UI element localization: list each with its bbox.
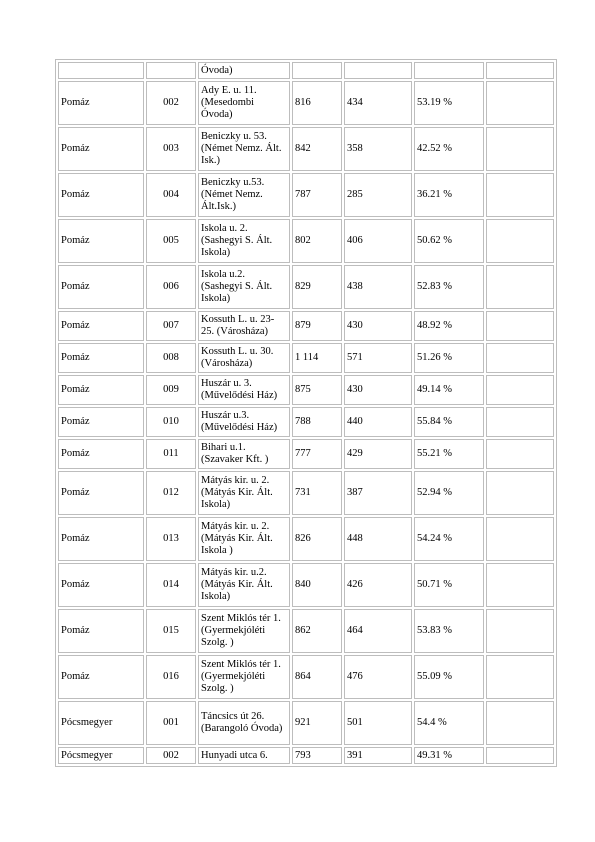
voters-cell: 862 [292,609,342,653]
district-cell: 005 [146,219,196,263]
settlement-cell [58,62,144,79]
district-cell: 007 [146,311,196,341]
turnout-cell: 55.09 % [414,655,484,699]
turnout-cell: 53.19 % [414,81,484,125]
address-cell: Kossuth L. u. 23-25. (Városháza) [198,311,290,341]
voters-cell: 840 [292,563,342,607]
settlement-cell: Pomáz [58,439,144,469]
voters-cell: 787 [292,173,342,217]
settlement-cell: Pomáz [58,517,144,561]
address-cell: Kossuth L. u. 30. (Városháza) [198,343,290,373]
district-cell: 015 [146,609,196,653]
table-row [58,439,554,469]
extra-cell [486,375,554,405]
votes-cell: 406 [344,219,412,263]
table-row [58,407,554,437]
extra-cell [486,563,554,607]
address-cell: Mátyás kir. u. 2. (Mátyás Kir. Ált. Iskola ) [198,517,290,561]
table-row [58,81,554,125]
settlement-cell: Pomáz [58,127,144,171]
district-cell [146,62,196,79]
turnout-cell [414,62,484,79]
turnout-cell: 52.83 % [414,265,484,309]
district-cell: 016 [146,655,196,699]
address-cell: Huszár u.3. (Művelődési Ház) [198,407,290,437]
voters-cell: 921 [292,701,342,745]
votes-cell: 391 [344,747,412,764]
voters-cell: 731 [292,471,342,515]
table-row [58,375,554,405]
address-cell: Beniczky u.53. (Német Nemz. Ált.Isk.) [198,173,290,217]
votes-cell: 476 [344,655,412,699]
address-cell: Mátyás kir. u. 2. (Mátyás Kir. Ált. Iskola) [198,471,290,515]
extra-cell [486,311,554,341]
address-cell: Iskola u.2. (Sashegyi S. Ált. Iskola) [198,265,290,309]
settlement-cell: Pomáz [58,311,144,341]
address-cell: Táncsics út 26. (Barangoló Óvoda) [198,701,290,745]
turnout-cell: 36.21 % [414,173,484,217]
table-row [58,127,554,171]
settlement-cell: Pomáz [58,655,144,699]
district-cell: 011 [146,439,196,469]
votes-cell: 430 [344,375,412,405]
voters-cell: 788 [292,407,342,437]
turnout-cell: 53.83 % [414,609,484,653]
settlement-cell: Pócsmegyer [58,747,144,764]
extra-cell [486,407,554,437]
district-cell: 002 [146,81,196,125]
settlement-cell: Pomáz [58,219,144,263]
votes-cell: 440 [344,407,412,437]
extra-cell [486,517,554,561]
address-cell: Hunyadi utca 6. [198,747,290,764]
turnout-cell: 48.92 % [414,311,484,341]
table-row [58,609,554,653]
district-cell: 013 [146,517,196,561]
turnout-cell: 55.84 % [414,407,484,437]
votes-cell: 285 [344,173,412,217]
settlement-cell: Pomáz [58,173,144,217]
extra-cell [486,62,554,79]
voters-cell: 842 [292,127,342,171]
votes-cell: 434 [344,81,412,125]
extra-cell [486,173,554,217]
votes-cell: 387 [344,471,412,515]
extra-cell [486,219,554,263]
votes-cell: 429 [344,439,412,469]
extra-cell [486,81,554,125]
turnout-cell: 49.31 % [414,747,484,764]
voters-cell: 875 [292,375,342,405]
district-cell: 009 [146,375,196,405]
voters-cell: 1 114 [292,343,342,373]
voters-cell: 816 [292,81,342,125]
extra-cell [486,127,554,171]
extra-cell [486,747,554,764]
turnout-cell: 49.14 % [414,375,484,405]
district-cell: 003 [146,127,196,171]
settlement-cell: Pomáz [58,81,144,125]
district-cell: 008 [146,343,196,373]
table-row [58,517,554,561]
address-cell: Mátyás kir. u.2. (Mátyás Kir. Ált. Iskola) [198,563,290,607]
settlement-cell: Pomáz [58,375,144,405]
voters-cell: 777 [292,439,342,469]
table-row [58,471,554,515]
district-cell: 006 [146,265,196,309]
district-cell: 004 [146,173,196,217]
votes-cell: 438 [344,265,412,309]
address-cell: Beniczky u. 53. (Német Nemz. Ált. Isk.) [198,127,290,171]
table-row [58,219,554,263]
extra-cell [486,265,554,309]
extra-cell [486,609,554,653]
turnout-cell: 52.94 % [414,471,484,515]
polling-station-table [55,59,557,767]
settlement-cell: Pomáz [58,343,144,373]
turnout-cell: 50.71 % [414,563,484,607]
district-cell: 012 [146,471,196,515]
votes-cell: 426 [344,563,412,607]
voters-cell: 793 [292,747,342,764]
address-cell: Óvoda) [198,62,290,79]
settlement-cell: Pócsmegyer [58,701,144,745]
extra-cell [486,701,554,745]
address-cell: Szent Miklós tér 1. (Gyermekjóléti Szolg. ) [198,609,290,653]
address-cell: Iskola u. 2. (Sashegyi S. Ált. Iskola) [198,219,290,263]
turnout-cell: 54.4 % [414,701,484,745]
votes-cell: 430 [344,311,412,341]
table-row [58,747,554,764]
voters-cell: 802 [292,219,342,263]
votes-cell: 358 [344,127,412,171]
voters-cell: 864 [292,655,342,699]
table-row [58,563,554,607]
votes-cell: 501 [344,701,412,745]
settlement-cell: Pomáz [58,471,144,515]
address-cell: Ady E. u. 11. (Mesedombi Óvoda) [198,81,290,125]
voters-cell: 829 [292,265,342,309]
extra-cell [486,655,554,699]
voters-cell: 826 [292,517,342,561]
votes-cell [344,62,412,79]
district-cell: 002 [146,747,196,764]
address-cell: Huszár u. 3. (Művelődési Ház) [198,375,290,405]
settlement-cell: Pomáz [58,563,144,607]
document-page [55,59,557,767]
turnout-cell: 55.21 % [414,439,484,469]
votes-cell: 448 [344,517,412,561]
extra-cell [486,471,554,515]
address-cell: Bihari u.1. (Szavaker Kft. ) [198,439,290,469]
extra-cell [486,439,554,469]
table-row [58,311,554,341]
table-row [58,173,554,217]
turnout-cell: 51.26 % [414,343,484,373]
votes-cell: 464 [344,609,412,653]
turnout-cell: 50.62 % [414,219,484,263]
votes-cell: 571 [344,343,412,373]
table-row [58,265,554,309]
settlement-cell: Pomáz [58,407,144,437]
turnout-cell: 42.52 % [414,127,484,171]
voters-cell [292,62,342,79]
extra-cell [486,343,554,373]
district-cell: 010 [146,407,196,437]
district-cell: 014 [146,563,196,607]
table-row [58,62,554,79]
table-row [58,701,554,745]
settlement-cell: Pomáz [58,265,144,309]
table-row [58,343,554,373]
voters-cell: 879 [292,311,342,341]
settlement-cell: Pomáz [58,609,144,653]
turnout-cell: 54.24 % [414,517,484,561]
district-cell: 001 [146,701,196,745]
address-cell: Szent Miklós tér 1. (Gyermekjóléti Szolg. ) [198,655,290,699]
table-row [58,655,554,699]
